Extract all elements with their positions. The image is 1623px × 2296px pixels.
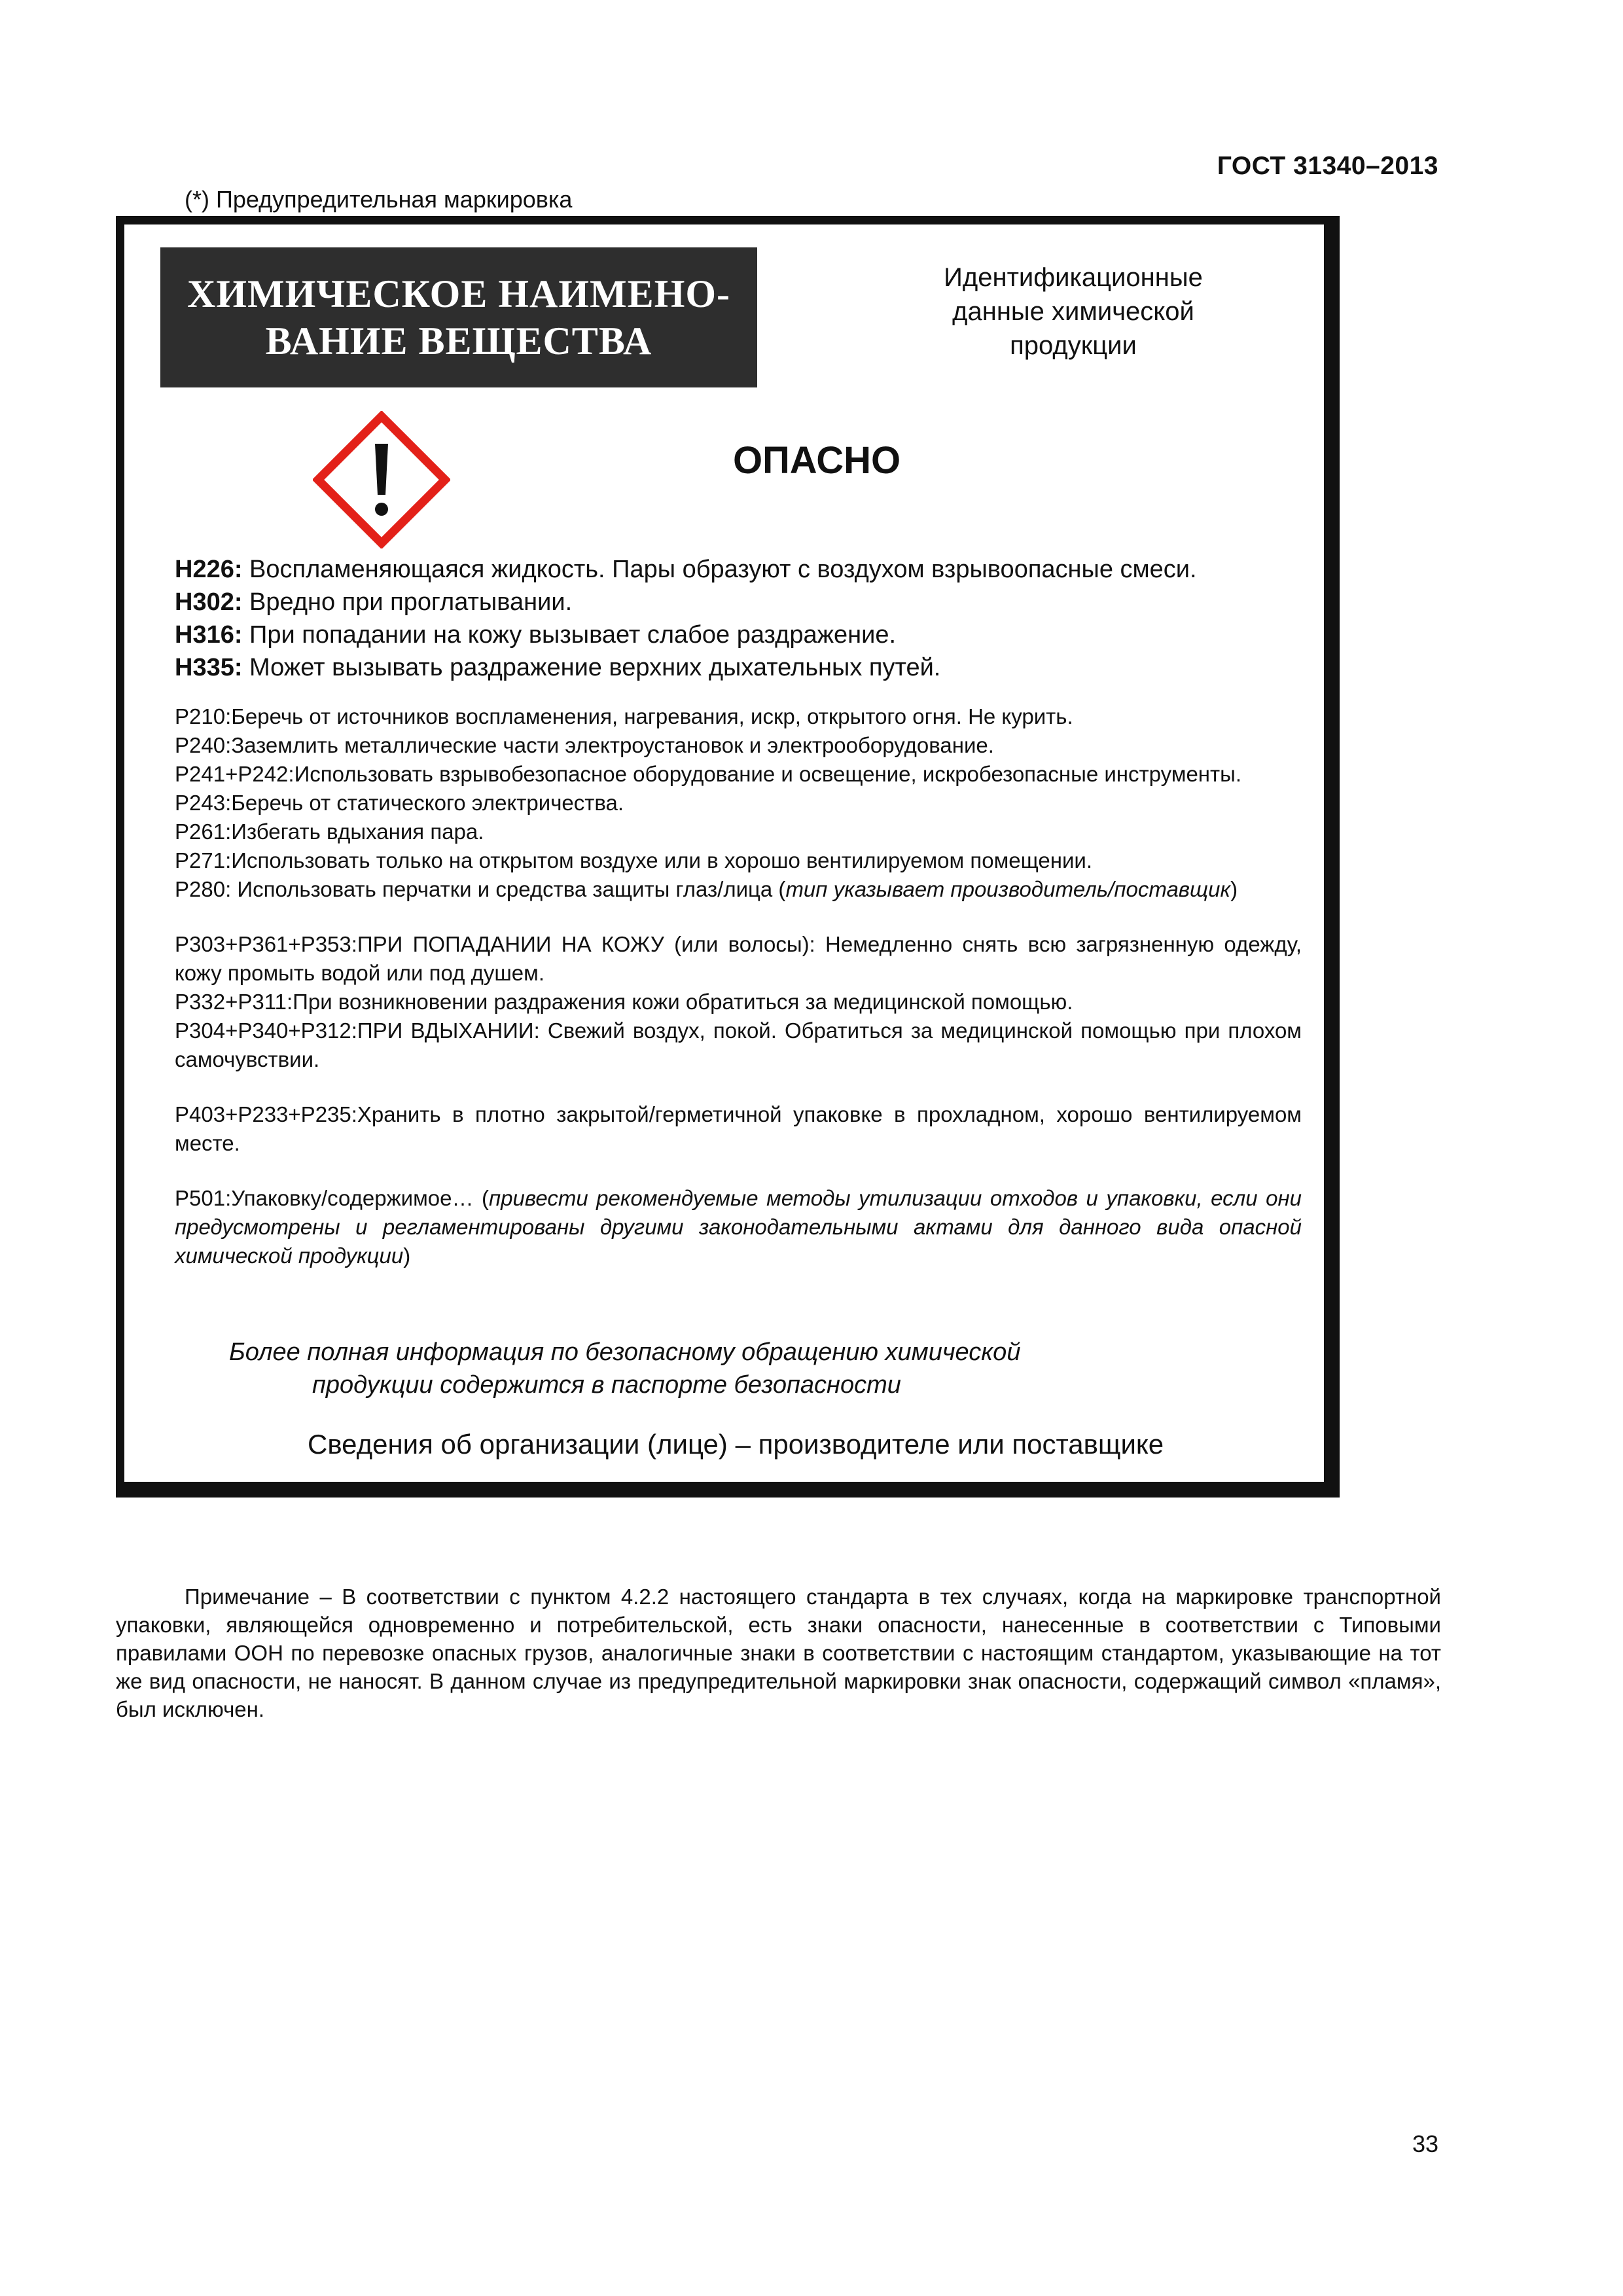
hazard-text: Вредно при проглатывании. bbox=[242, 588, 573, 616]
more-info-line: Более полная информация по безопасному обращению химической bbox=[229, 1338, 1021, 1366]
standard-code: ГОСТ 31340–2013 bbox=[1217, 152, 1438, 180]
warning-label bbox=[116, 216, 1340, 1498]
hazard-statement bbox=[175, 553, 1300, 586]
p501-end: ) bbox=[403, 1244, 411, 1268]
hazard-text: Воспламеняющаяся жидкость. Пары образуют с воздухом взрывоопасные смеси. bbox=[242, 556, 1197, 583]
identification-data: Идентификационные данные химической продукции bbox=[944, 263, 1203, 360]
chemical-name-block bbox=[160, 247, 757, 387]
precautionary-p403: Р403+Р233+Р235:Хранить в плотно закрытой/герметичной упаковке в прохладном, хорошо вентилируемом месте. bbox=[175, 1102, 1302, 1155]
hazard-statement bbox=[175, 619, 1300, 651]
chemical-name: ХИМИЧЕСКОЕ НАИМЕНО- ВАНИЕ ВЕЩЕСТВА bbox=[187, 272, 731, 363]
hazard-text: Может вызывать раздражение верхних дыхательных путей. bbox=[242, 654, 941, 681]
hazard-code: H335: bbox=[175, 654, 243, 681]
precautionary-p501 bbox=[175, 1184, 1302, 1270]
signal-word: ОПАСНО bbox=[733, 439, 901, 482]
p280-end: ) bbox=[1230, 877, 1238, 901]
hazard-statement bbox=[175, 586, 1300, 619]
hazard-code: H316: bbox=[175, 621, 243, 649]
precautionary-p240: Р240:Заземлить металлические части электроустановок и электрооборудование. bbox=[175, 733, 994, 757]
organization-info: Сведения об организации (лице) – производителе или поставщике bbox=[308, 1429, 1164, 1460]
precautionary-p303: Р303+Р361+Р353:ПРИ ПОПАДАНИИ НА КОЖУ (или волосы): Немедленно снять всю загрязненную одежду, кожу промыть водой или под душем. bbox=[175, 932, 1302, 985]
more-info-line: продукции содержится в паспорте безопасности bbox=[312, 1371, 901, 1399]
precautionary-p332: Р332+Р311:При возникновении раздражения кожи обратиться за медицинской помощью. bbox=[175, 990, 1073, 1014]
note-paragraph bbox=[116, 1583, 1441, 1723]
hazard-code: H226: bbox=[175, 556, 243, 583]
figure-caption: (*) Предупредительная маркировка bbox=[185, 186, 573, 213]
hazard-statements bbox=[175, 553, 1300, 684]
p501-italic: привести рекомендуемые методы утилизации отходов и упаковки, если они предусмотрены и регламентированы другими законодательными актами для данного вида опасной химической продукции bbox=[175, 1186, 1302, 1268]
p280-text: Р280: Использовать перчатки и средства защиты глаз/лица ( bbox=[175, 877, 786, 901]
p501-text: Р501:Упаковку/содержимое… ( bbox=[175, 1186, 489, 1210]
precautionary-p271: Р271:Использовать только на открытом воздухе или в хорошо вентилируемом помещении. bbox=[175, 848, 1093, 872]
precautionary-p304: Р304+Р340+Р312:ПРИ ВДЫХАНИИ: Свежий воздух, покой. Обратиться за медицинской помощью при плохом самочувствии. bbox=[175, 1018, 1302, 1071]
more-info bbox=[229, 1336, 1145, 1401]
hazard-statement bbox=[175, 651, 1300, 684]
p280-italic: тип указывает производитель/поставщик bbox=[785, 877, 1231, 901]
precautionary-statements bbox=[175, 702, 1302, 1270]
exclamation-mark-icon bbox=[313, 411, 450, 548]
precautionary-p243: Р243:Беречь от статического электричества. bbox=[175, 791, 624, 815]
note-text: Примечание – В соответствии с пунктом 4.2.2 настоящего стандарта в тех случаях, когда на маркировке транспортной упаковки, являющейся одновременно и потребительской, есть знаки опасности, нанесенные в соответствии с Типовыми правилами ООН по перевозке опасных грузов, аналогичные знаки в соответствии с настоящим стандартом, указывающие на тот же вид опасности, не наносят. В данном случае из предупредительной маркировки знак опасности, содержащий символ «пламя», был исключен. bbox=[116, 1585, 1441, 1721]
precautionary-p241: Р241+Р242:Использовать взрывобезопасное оборудование и освещение, искробезопасные инструменты. bbox=[175, 762, 1242, 786]
precautionary-p261: Р261:Избегать вдыхания пара. bbox=[175, 819, 484, 844]
hazard-text: При попадании на кожу вызывает слабое раздражение. bbox=[242, 621, 897, 649]
hazard-code: H302: bbox=[175, 588, 243, 616]
page-number: 33 bbox=[1412, 2130, 1438, 2157]
precautionary-p280 bbox=[175, 875, 1302, 904]
precautionary-p210: Р210:Беречь от источников воспламенения, нагревания, искр, открытого огня. Не курить. bbox=[175, 704, 1073, 728]
